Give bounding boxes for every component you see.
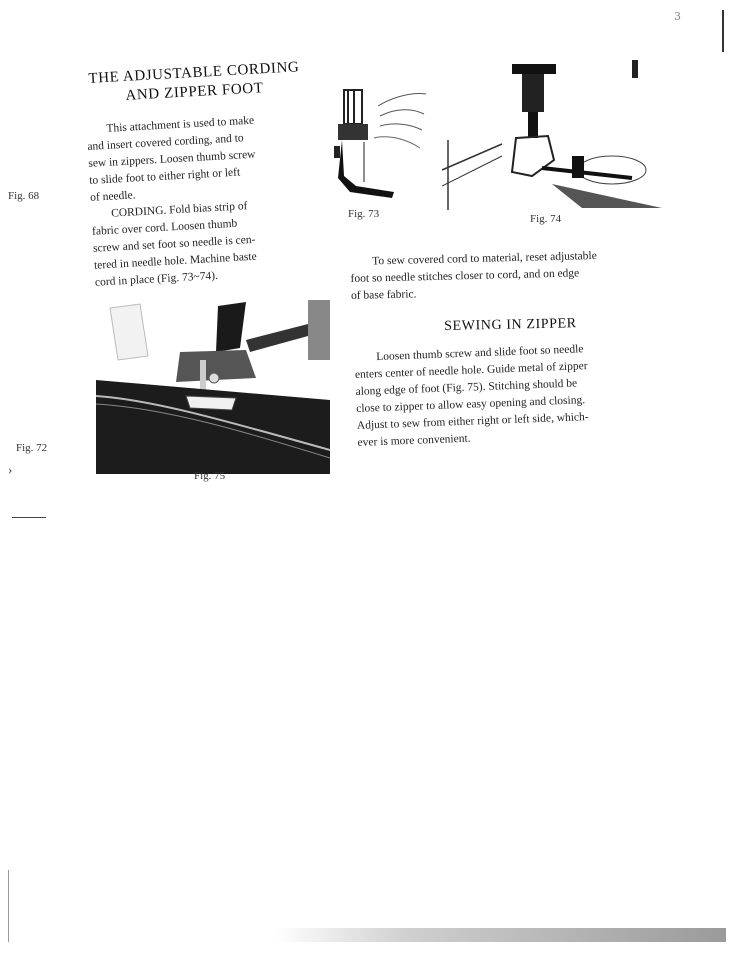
section-title-line-2: AND ZIPPER FOOT: [125, 79, 264, 104]
cording-line: cord in place (Fig. 73~74).: [94, 269, 219, 289]
zipper-line: close to zipper to allow easy opening and closing.: [356, 394, 586, 415]
cording-line: CORDING. Fold bias strip of: [110, 200, 248, 220]
page-number: 3: [674, 10, 681, 23]
margin-rule: [12, 517, 46, 518]
figure-75-caption: Fig. 75: [194, 470, 226, 482]
cord-line: To sew covered cord to material, reset adjustable: [372, 249, 597, 268]
cord-line: of base fabric.: [350, 288, 417, 302]
zipper-line: Adjust to sew from either right or left side, which-: [356, 411, 589, 432]
figure-74-illustration: [442, 60, 666, 210]
intro-line: to slide foot to either right or left: [88, 166, 241, 187]
zipper-line: along edge of foot (Fig. 75). Stitching should be: [355, 377, 578, 398]
cord-paragraph: [350, 246, 681, 305]
cording-line: tered in needle hole. Machine baste: [93, 250, 257, 272]
scan-edge-line: [8, 870, 9, 942]
cording-line: fabric over cord. Loosen thumb: [91, 217, 238, 238]
zipper-heading: SEWING IN ZIPPER: [444, 316, 577, 334]
zipper-line: enters center of needle hole. Guide metal of zipper: [354, 360, 588, 381]
cord-line: foot so needle stitches closer to cord, and on edge: [350, 267, 580, 285]
cording-line: screw and set foot so needle is cen-: [92, 233, 256, 255]
margin-label-fig-68: Fig. 68: [8, 190, 40, 202]
figure-74-caption: Fig. 74: [530, 213, 562, 225]
section-title: [88, 57, 330, 108]
intro-paragraph: [86, 109, 323, 291]
figure-75-illustration: [96, 300, 330, 474]
section-title-line-1: THE ADJUSTABLE CORDING: [88, 59, 300, 87]
figure-73-caption: Fig. 73: [348, 208, 380, 220]
intro-line: of needle.: [89, 189, 136, 204]
scan-shadow-bar: [274, 928, 726, 942]
intro-line: and insert covered cording, and to: [87, 132, 244, 153]
intro-line: sew in zippers. Loosen thumb screw: [88, 148, 256, 170]
edge-line: [722, 10, 724, 52]
zipper-line: Loosen thumb screw and slide foot so needle: [376, 343, 584, 364]
margin-mark: ›: [8, 462, 13, 477]
intro-line: This attachment is used to make: [106, 114, 255, 135]
figure-73-illustration: [334, 86, 430, 204]
zipper-paragraph: [354, 337, 688, 452]
margin-label-fig-72: Fig. 72: [16, 442, 48, 454]
zipper-line: ever is more convenient.: [357, 432, 471, 449]
